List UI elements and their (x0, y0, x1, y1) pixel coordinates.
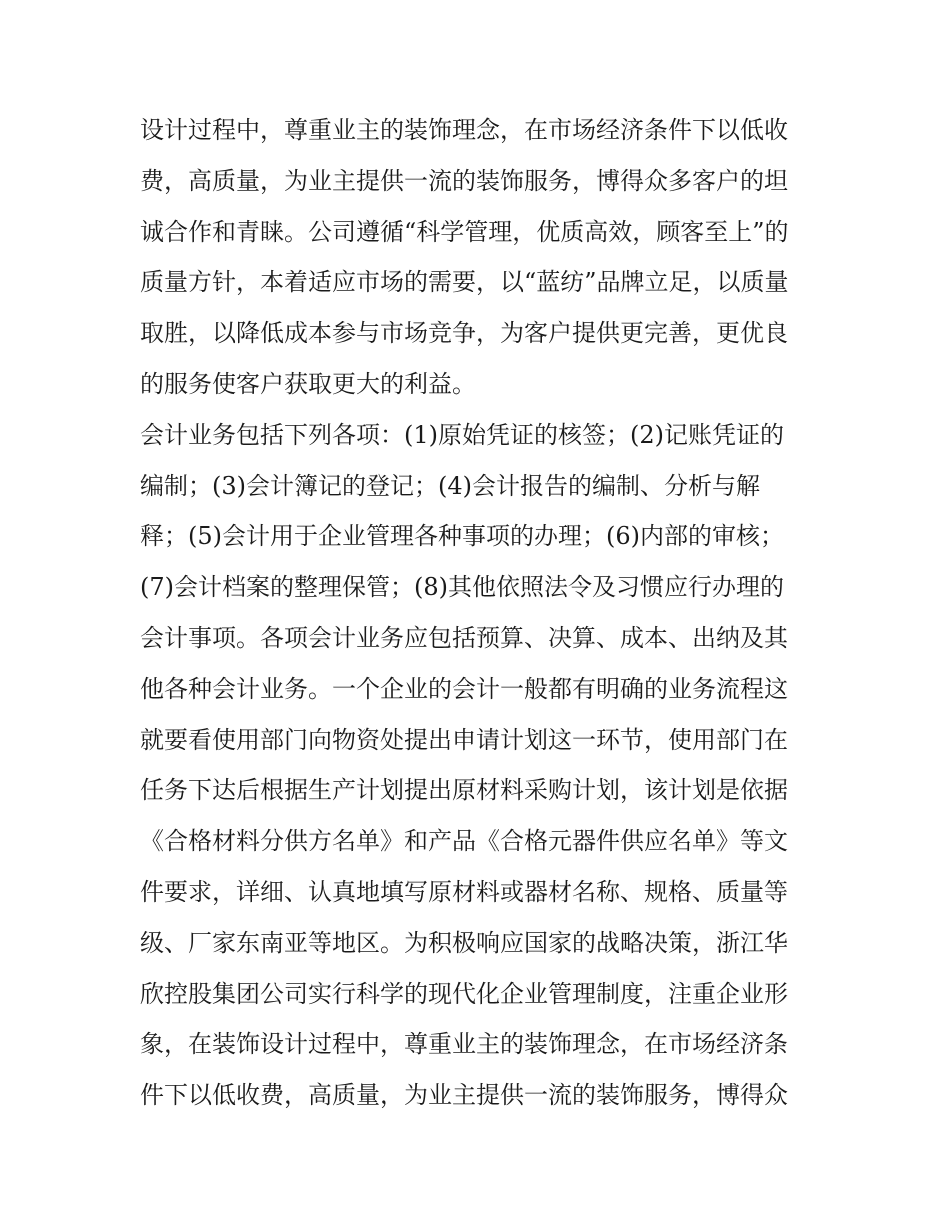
text-line: 费，高质量，为业主提供一流的装饰服务，博得众多客户的坦 (140, 166, 788, 195)
text-line: 诚合作和青睐。公司遵循“科学管理，优质高效，顾客至上”的 (140, 217, 789, 246)
text-line: 欣控股集团公司实行科学的现代化企业管理制度，注重企业形 (140, 979, 788, 1008)
text-line: (7)会计档案的整理保管；(8)其他依照法令及习惯应行办理的 (140, 573, 784, 602)
text-line: 编制；(3)会计簿记的登记；(4)会计报告的编制、分析与解 (140, 471, 760, 500)
text-line: 释；(5)会计用于企业管理各种事项的办理；(6)内部的审核； (140, 522, 784, 551)
text-line: 的服务使客户获取更大的利益。 (140, 369, 476, 398)
text-line: 就要看使用部门向物资处提出申请计划这一环节，使用部门在 (140, 725, 788, 754)
text-line: 《合格材料分供方名单》和产品《合格元器件供应名单》等文 (140, 827, 788, 856)
text-line: 取胜，以降低成本参与市场竞争，为客户提供更完善，更优良 (140, 319, 788, 348)
text-line: 任务下达后根据生产计划提出原材料采购计划，该计划是依据 (140, 776, 788, 805)
paragraph-2 (140, 410, 820, 1121)
text-line: 质量方针，本着适应市场的需要，以“蓝纺”品牌立足，以质量 (140, 268, 789, 297)
text-line: 件下以低收费，高质量，为业主提供一流的装饰服务，博得众 (140, 1081, 788, 1110)
text-line: 会计业务包括下列各项：(1)原始凭证的核签；(2)记账凭证的 (140, 420, 784, 449)
text-line: 级、厂家东南亚等地区。为积极响应国家的战略决策，浙江华 (140, 928, 788, 957)
text-line: 会计事项。各项会计业务应包括预算、决算、成本、出纳及其 (140, 623, 788, 652)
text-line: 他各种会计业务。一个企业的会计一般都有明确的业务流程这 (140, 674, 788, 703)
document-body (140, 105, 820, 1121)
paragraph-1 (140, 105, 820, 410)
text-line: 件要求，详细、认真地填写原材料或器材名称、规格、质量等 (140, 877, 788, 906)
text-line: 设计过程中，尊重业主的装饰理念，在市场经济条件下以低收 (140, 116, 788, 144)
text-line: 象，在装饰设计过程中，尊重业主的装饰理念，在市场经济条 (140, 1030, 788, 1059)
